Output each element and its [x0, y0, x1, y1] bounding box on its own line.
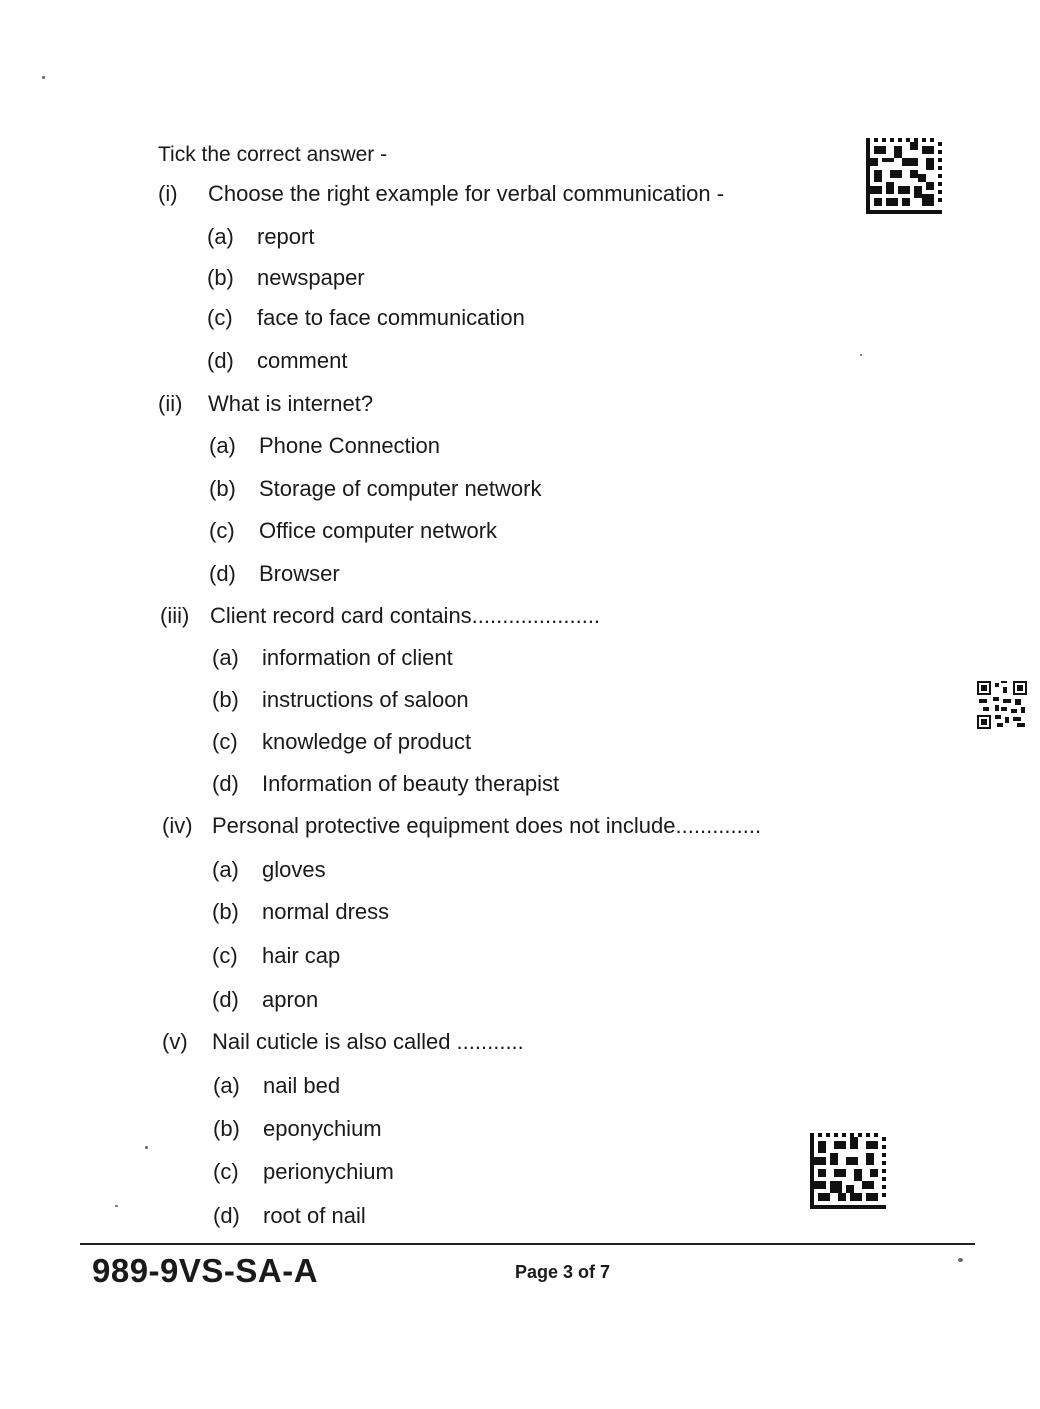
- scan-speck: [42, 76, 45, 79]
- option-text: nail bed: [263, 1073, 341, 1098]
- scan-speck: [958, 1258, 963, 1262]
- option-4b[interactable]: [212, 899, 389, 925]
- option-4a[interactable]: [212, 857, 326, 883]
- option-letter: (c): [207, 305, 233, 330]
- option-text: knowledge of product: [262, 729, 472, 754]
- option-letter: (a): [209, 433, 236, 458]
- option-text: information of client: [262, 645, 453, 670]
- option-text: Browser: [259, 561, 340, 586]
- option-letter: (d): [209, 561, 236, 586]
- option-letter: (a): [213, 1073, 240, 1098]
- scan-speck: [145, 1146, 148, 1149]
- option-2a[interactable]: [209, 433, 440, 459]
- option-text: Information of beauty therapist: [262, 771, 560, 796]
- option-4d[interactable]: [212, 987, 318, 1013]
- option-letter: (d): [212, 771, 239, 796]
- question-number: (iii): [160, 603, 190, 628]
- option-1d[interactable]: [207, 348, 347, 374]
- option-2b[interactable]: [209, 476, 541, 502]
- option-letter: (a): [207, 224, 234, 249]
- option-letter: (c): [212, 729, 238, 754]
- option-text: newspaper: [257, 265, 365, 290]
- option-text: report: [257, 224, 315, 249]
- question-5: [162, 1029, 524, 1055]
- question-4: [162, 813, 761, 839]
- option-text: eponychium: [263, 1116, 382, 1141]
- option-letter: (c): [209, 518, 235, 543]
- option-1b[interactable]: [207, 265, 365, 291]
- option-3d[interactable]: [212, 771, 559, 797]
- option-letter: (d): [207, 348, 234, 373]
- option-letter: (b): [213, 1116, 240, 1141]
- option-letter: (c): [212, 943, 238, 968]
- option-text: gloves: [262, 857, 326, 882]
- option-3a[interactable]: [212, 645, 453, 671]
- option-1c[interactable]: [207, 305, 525, 331]
- option-text: Phone Connection: [259, 433, 441, 458]
- option-text: comment: [257, 348, 348, 373]
- instruction-text: Tick the correct answer -: [158, 143, 388, 166]
- scan-speck: [115, 1205, 118, 1207]
- option-letter: (b): [212, 899, 239, 924]
- option-text: hair cap: [262, 943, 341, 968]
- option-letter: (d): [212, 987, 239, 1012]
- page-number: Page 3 of 7: [515, 1262, 611, 1282]
- option-5b[interactable]: [213, 1116, 382, 1142]
- question-text: Personal protective equipment does not include..............: [212, 813, 762, 838]
- question-number: (v): [162, 1029, 188, 1054]
- footer-divider: [80, 1243, 975, 1245]
- option-text: Office computer network: [259, 518, 498, 543]
- option-text: normal dress: [262, 899, 390, 924]
- datamatrix-code-top: [866, 138, 942, 214]
- option-text: apron: [262, 987, 319, 1012]
- option-5a[interactable]: [213, 1073, 340, 1099]
- option-letter: (b): [209, 476, 236, 501]
- option-text: Storage of computer network: [259, 476, 542, 501]
- option-letter: (a): [212, 857, 239, 882]
- scan-speck: [860, 354, 862, 356]
- option-text: perionychium: [263, 1159, 394, 1184]
- option-1a[interactable]: [207, 224, 314, 250]
- datamatrix-code-bottom: [810, 1133, 886, 1209]
- option-4c[interactable]: [212, 943, 340, 969]
- question-number: (ii): [158, 391, 183, 416]
- question-number: (i): [158, 181, 178, 206]
- option-letter: (c): [213, 1159, 239, 1184]
- option-2c[interactable]: [209, 518, 497, 544]
- question-text: Client record card contains.....................: [210, 603, 601, 628]
- option-letter: (d): [213, 1203, 240, 1228]
- option-text: face to face communication: [257, 305, 525, 330]
- option-letter: (a): [212, 645, 239, 670]
- option-letter: (b): [212, 687, 239, 712]
- paper-code: 989-9VS-SA-A: [92, 1252, 319, 1289]
- qr-code: [977, 681, 1027, 729]
- question-1: [158, 181, 724, 207]
- option-3b[interactable]: [212, 687, 469, 713]
- question-2: [158, 391, 373, 417]
- question-3: [160, 603, 600, 629]
- question-text: What is internet?: [208, 391, 374, 416]
- option-5d[interactable]: [213, 1203, 366, 1229]
- option-2d[interactable]: [209, 561, 340, 587]
- option-text: root of nail: [263, 1203, 366, 1228]
- question-text: Choose the right example for verbal communication -: [208, 181, 725, 206]
- option-text: instructions of saloon: [262, 687, 469, 712]
- question-number: (iv): [162, 813, 193, 838]
- option-5c[interactable]: [213, 1159, 394, 1185]
- option-3c[interactable]: [212, 729, 471, 755]
- option-letter: (b): [207, 265, 234, 290]
- question-text: Nail cuticle is also called ...........: [212, 1029, 524, 1054]
